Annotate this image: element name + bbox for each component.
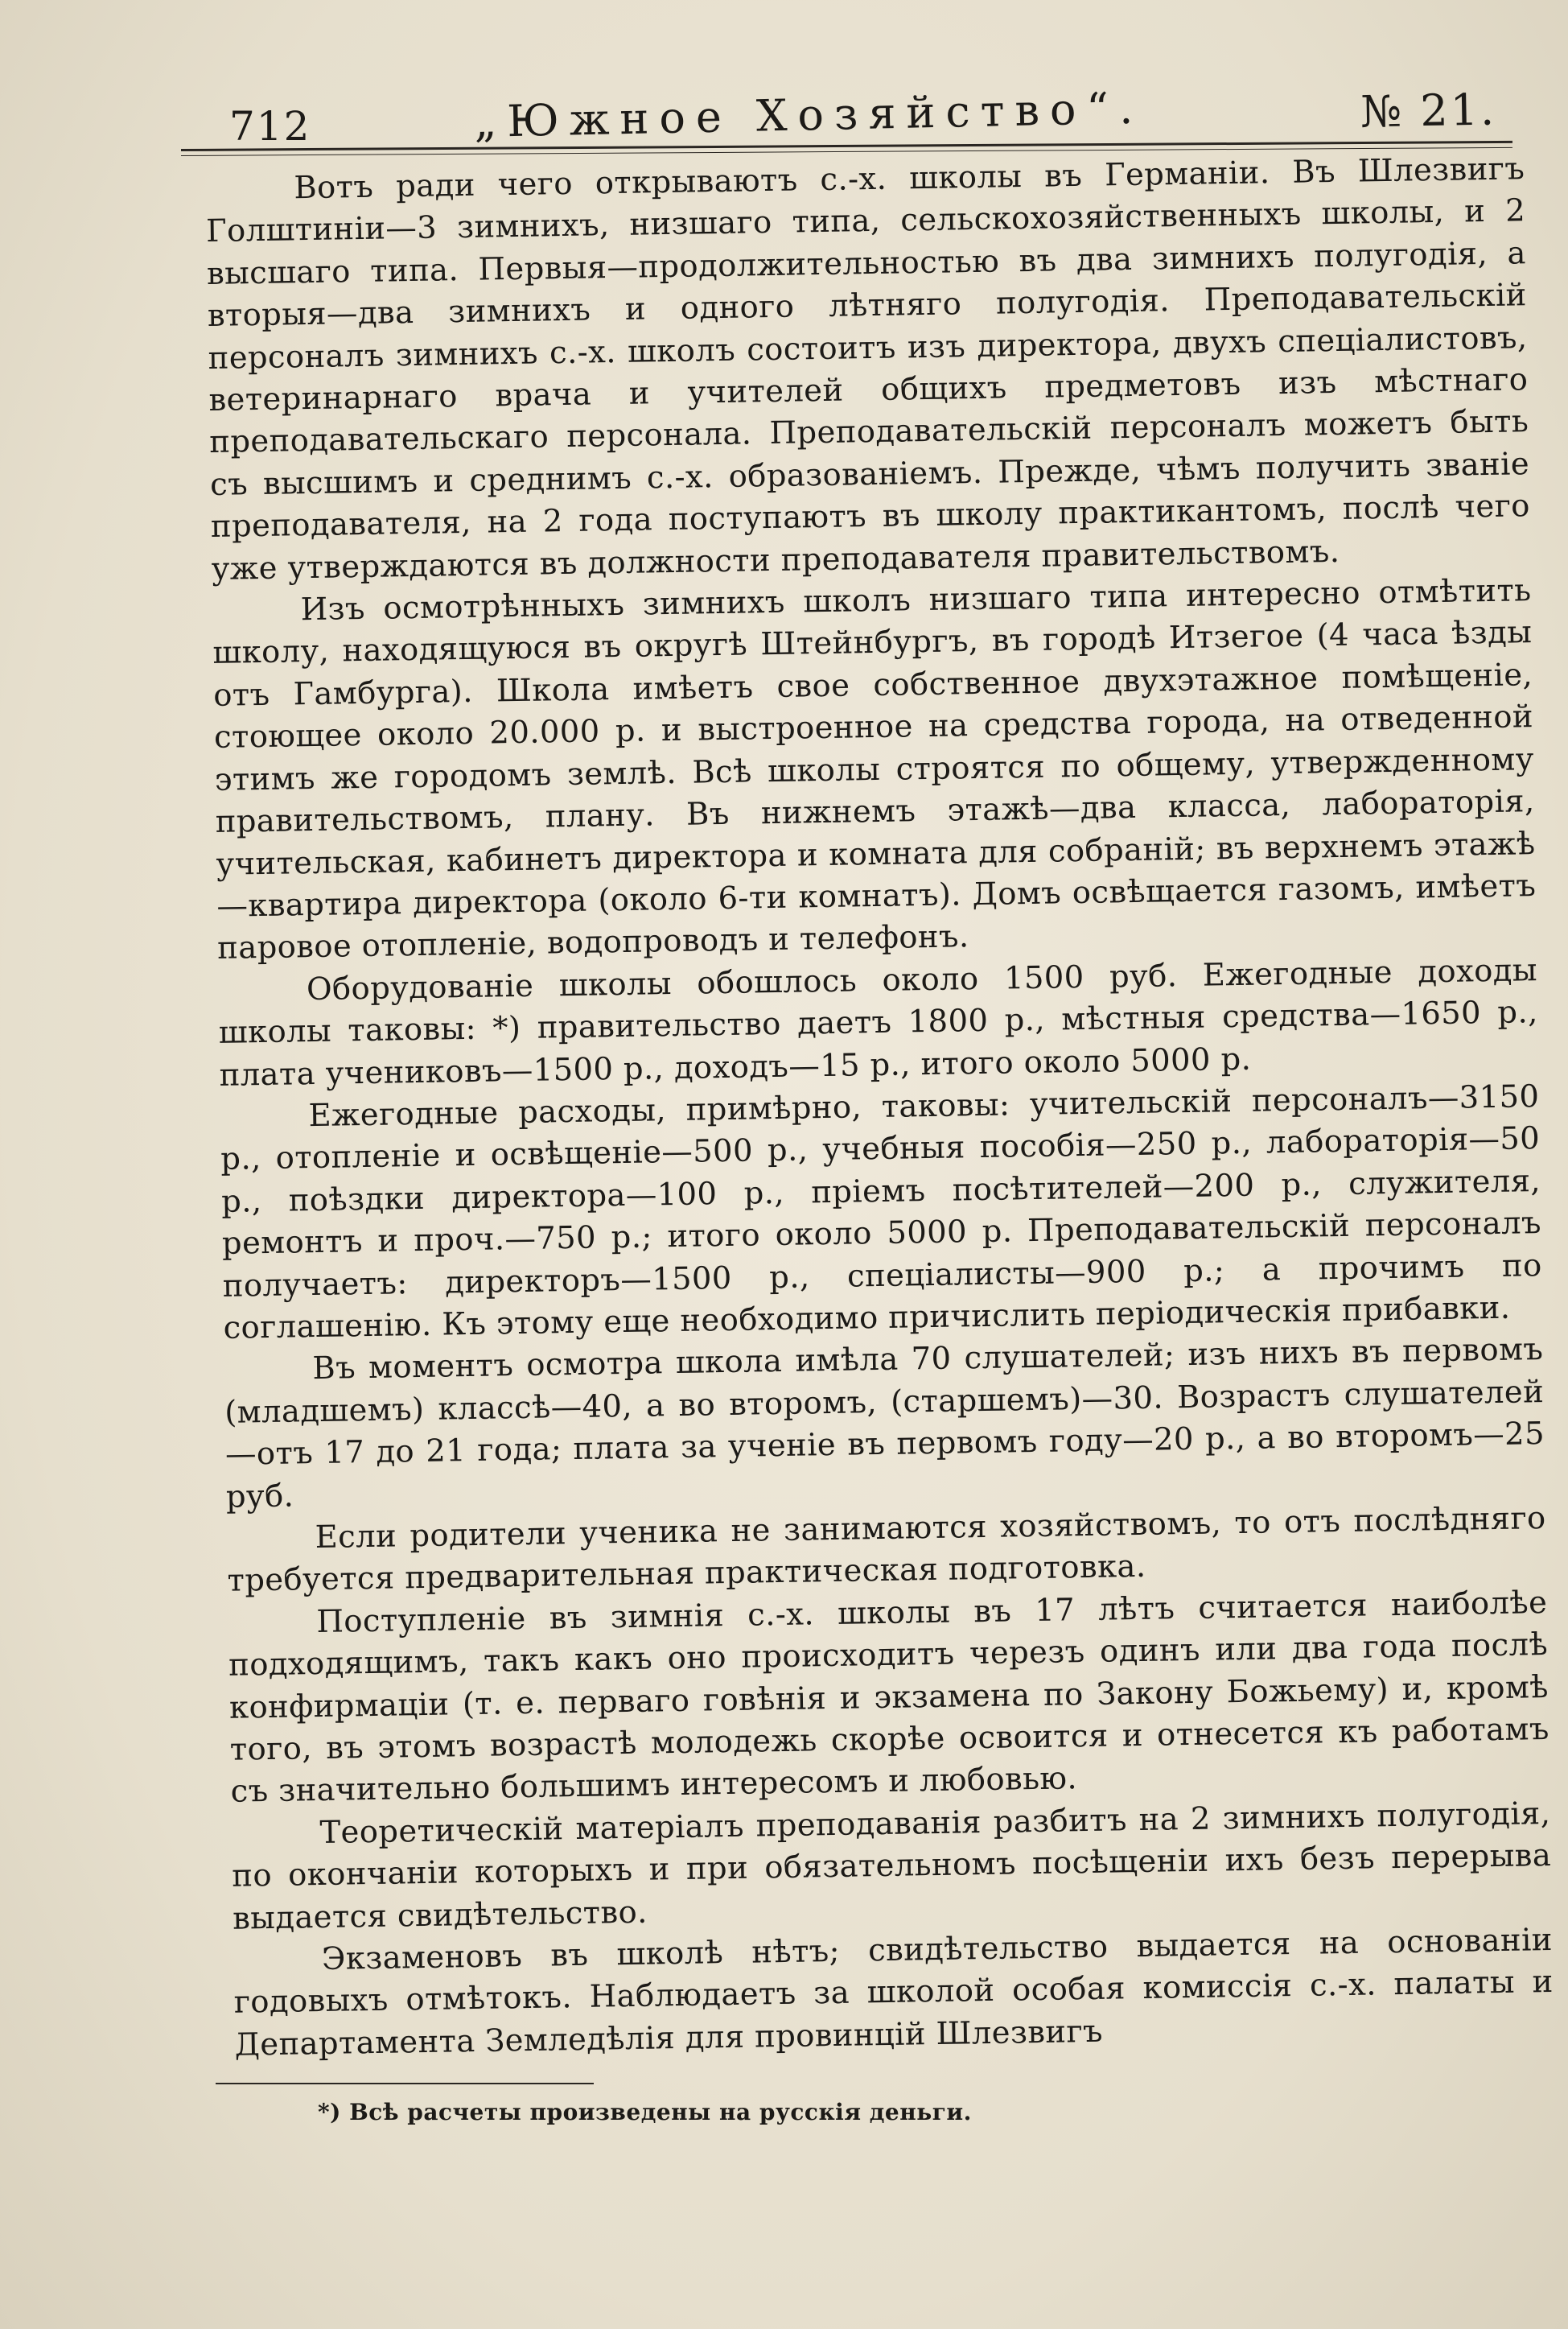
paragraph: Теоретическій матеріалъ преподаванія разбитъ на 2 зимнихъ полугодія, по окончаніи которыхъ и при обязательномъ посѣщеніи ихъ безъ перерыва выдается свидѣтельство.: [231, 1795, 1552, 1937]
paragraph: Вотъ ради чего открываютъ с.-х. школы въ Германіи. Въ Шлезвигъ Голштиніи—3 зимнихъ, низшаго типа, сельскохозяйственныхъ школы, и 2 высшаго типа. Первыя—продолжительностью въ два зимнихъ полугодія, а вторыя—два зимнихъ и одного лѣтняго полугодія. Преподавательскій персоналъ зимнихъ с.-х. школъ состоитъ изъ директора, двухъ спеціалистовъ, ветеринарнаго врача и учителей общихъ предметовъ изъ мѣстнаго преподавательскаго персонала. Преподавательскій персоналъ можетъ быть съ высшимъ и среднимъ с.-х. образованіемъ. Прежде, чѣмъ получить званіе преподавателя, на 2 года поступаютъ въ школу практикантомъ, послѣ чего уже утверждаются въ должности преподавателя правительствомъ.: [205, 150, 1531, 587]
body-text: [205, 148, 1554, 2063]
footnote-rule: [216, 2083, 594, 2084]
paragraph: Въ моментъ осмотра школа имѣла 70 слушателей; изъ нихъ въ первомъ (младшемъ) классѣ—40, а во второмъ, (старшемъ)—30. Возрастъ слушателей—отъ 17 до 21 года; плата за ученіе въ первомъ году—20 р., а во второмъ—25 руб.: [224, 1331, 1545, 1515]
paragraph: Если родители ученика не занимаются хозяйствомъ, то отъ послѣдняго требуется предварительная практическая подготовка.: [227, 1500, 1546, 1600]
footnote: *) Всѣ расчеты произведены на русскія деньги.: [318, 2099, 972, 2125]
page-number: 712: [229, 103, 311, 150]
paragraph: Изъ осмотрѣнныхъ зимнихъ школъ низшаго типа интересно отмѣтить школу, находящуюся въ округѣ Штейнбургъ, въ городѣ Итзегое (4 часа ѣзды отъ Гамбурга). Школа имѣетъ свое собственное двухэтажное помѣщеніе, стоющее около 20.000 р. и выстроенное на средства города, на отведенной этимъ же городомъ землѣ. Всѣ школы строятся по общему, утвержденному правительствомъ, плану. Въ нижнемъ этажѣ—два класса, лабораторія, учительская, кабинетъ директора и комната для собраній; въ верхнемъ этажѣ—квартира директора (около 6-ти комнатъ). Домъ освѣщается газомъ, имѣетъ паровое отопленіе, водопроводъ и телефонъ.: [212, 572, 1537, 967]
paragraph: Поступленіе въ зимнія с.-х. школы въ 17 лѣтъ считается наиболѣе подходящимъ, такъ какъ оно происходитъ черезъ одинъ или два года послѣ конфирмаціи (т. е. перваго говѣнія и экзамена по Закону Божьему) и, кромѣ того, въ этомъ возрастѣ молодежь скорѣе освоится и отнесется къ работамъ съ значительно большимъ интересомъ и любовью.: [228, 1584, 1550, 1811]
issue-number: № 21.: [1360, 84, 1497, 138]
paragraph: Ежегодные расходы, примѣрно, таковы: учительскій персоналъ—3150 р., отопленіе и освѣщеніе—500 р., учебныя пособія—250 р., лабораторія—50 р., поѣздки директора—100 р., пріемъ посѣтителей—200 р., служителя, ремонтъ и проч.—750 р.; итого около 5000 р. Преподавательскій персоналъ получаетъ: директоръ—1500 р., спеціалисты—900 р.; а прочимъ по соглашенію. Къ этому еще необходимо причислить періодическія прибавки.: [220, 1078, 1542, 1346]
paragraph: Экзаменовъ въ школѣ нѣтъ; свидѣтельство выдается на основаніи годовыхъ отмѣтокъ. Наблюдаетъ за школой особая комиссія с.-х. палаты и Департамента Земледѣлія для провинцій Шлезвигъ: [233, 1922, 1554, 2063]
running-title: „Южное Хозяйство“.: [473, 82, 1144, 147]
paragraph: Оборудованіе школы обошлось около 1500 руб. Ежегодные доходы школы таковы: *) правительство даетъ 1800 р., мѣстныя средства—1650 р., плата учениковъ—1500 р., доходъ—15 р., итого около 5000 р.: [218, 951, 1539, 1094]
